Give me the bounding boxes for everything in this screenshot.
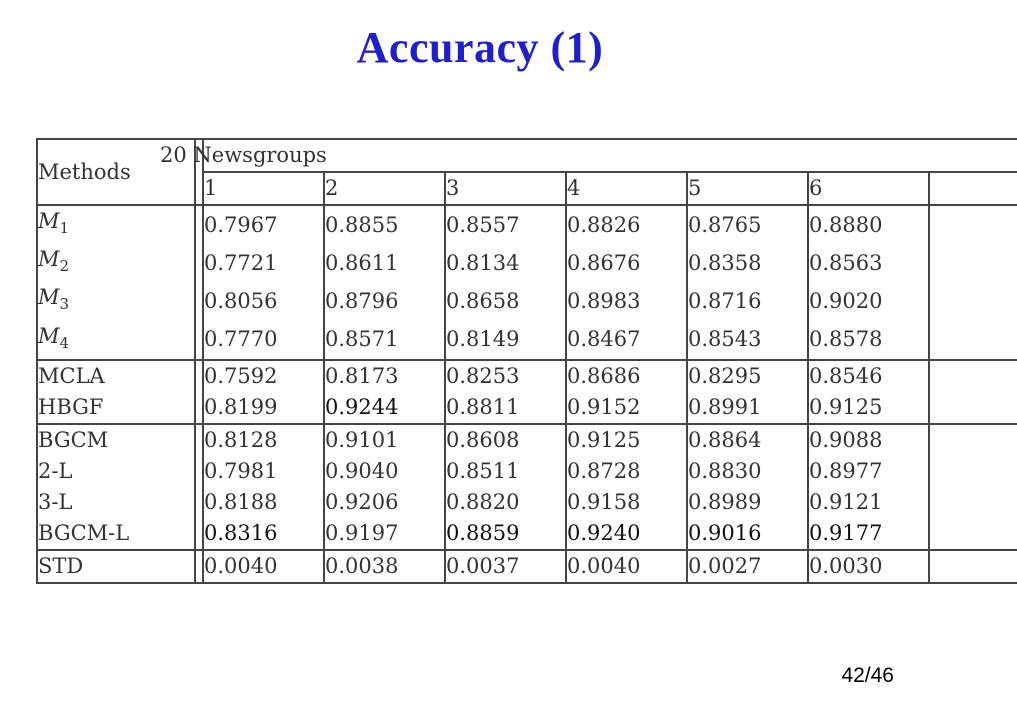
method-cell: 2-L [37,456,195,487]
column-header-3: 3 [445,172,566,205]
value-cell: 0.8056 [203,282,324,320]
value-cell: 0.8563 [808,244,929,282]
truncated-cell [929,487,1017,518]
table-row [37,205,1017,244]
truncated-column-header [929,172,1017,205]
truncated-cell [929,244,1017,282]
accuracy-table [36,138,1017,584]
truncated-cell [929,360,1017,392]
truncated-cell [929,550,1017,583]
value-cell: 0.8880 [808,205,929,244]
value-cell: 0.9177 [808,518,929,550]
table-row [37,487,1017,518]
value-cell: 0.8977 [808,456,929,487]
method-cell: HBGF [37,392,195,424]
value-cell: 0.8295 [687,360,808,392]
value-cell: 0.9088 [808,424,929,456]
value-cell: 0.8149 [445,321,566,360]
value-cell: 0.9121 [808,487,929,518]
double-rule [195,487,203,518]
truncated-cell [929,424,1017,456]
truncated-cell [929,518,1017,550]
value-cell: 0.8658 [445,282,566,320]
value-cell: 0.0038 [324,550,445,583]
double-rule [195,205,203,244]
value-cell: 0.8991 [687,392,808,424]
value-cell: 0.9158 [566,487,687,518]
method-subscript: 4 [59,333,70,352]
value-cell: 0.8608 [445,424,566,456]
method-symbol: M [38,209,60,233]
value-cell: 0.0040 [203,550,324,583]
value-cell: 0.8830 [687,456,808,487]
table-row [37,321,1017,360]
table-row [37,244,1017,282]
column-header-6: 6 [808,172,929,205]
table-row [37,550,1017,583]
double-rule [195,360,203,392]
truncated-cell [929,321,1017,360]
value-cell: 0.8511 [445,456,566,487]
value-cell: 0.8811 [445,392,566,424]
column-header-1: 1 [203,172,324,205]
methods-header: Methods [37,139,195,205]
dataset-header-text: 20 Newsgroups [160,143,327,167]
method-cell [37,244,195,282]
value-cell: 0.8173 [324,360,445,392]
method-cell [37,321,195,360]
value-cell: 0.8134 [445,244,566,282]
value-cell: 0.7967 [203,205,324,244]
table-row [37,282,1017,320]
value-cell: 0.8188 [203,487,324,518]
value-cell: 0.8358 [687,244,808,282]
value-cell: 0.9152 [566,392,687,424]
column-header-2: 2 [324,172,445,205]
value-cell: 0.0030 [808,550,929,583]
value-cell: 0.9244 [324,392,445,424]
double-rule [195,282,203,320]
table-body [37,205,1017,583]
method-subscript: 3 [59,295,70,314]
table-row [37,424,1017,456]
value-cell: 0.9125 [808,392,929,424]
value-cell: 0.8571 [324,321,445,360]
double-rule [195,550,203,583]
value-cell: 0.8557 [445,205,566,244]
value-cell: 0.7592 [203,360,324,392]
dataset-header [160,139,1017,172]
value-cell: 0.9125 [566,424,687,456]
truncated-cell [929,456,1017,487]
value-cell: 0.8983 [566,282,687,320]
value-cell: 0.8796 [324,282,445,320]
table-row [37,518,1017,550]
method-cell: MCLA [37,360,195,392]
value-cell: 0.7981 [203,456,324,487]
value-cell: 0.7770 [203,321,324,360]
value-cell: 0.0040 [566,550,687,583]
value-cell: 0.8859 [445,518,566,550]
truncated-cell [929,392,1017,424]
value-cell: 0.9240 [566,518,687,550]
value-cell: 0.7721 [203,244,324,282]
double-rule [195,392,203,424]
value-cell: 0.9101 [324,424,445,456]
value-cell: 0.8686 [566,360,687,392]
value-cell: 0.8855 [324,205,445,244]
value-cell: 0.9206 [324,487,445,518]
page-number: 42/46 [841,664,894,687]
value-cell: 0.8543 [687,321,808,360]
slide-title: Accuracy (1) [356,23,604,72]
double-rule [195,456,203,487]
value-cell: 0.9020 [808,282,929,320]
table-row [37,456,1017,487]
table-row [37,392,1017,424]
method-cell: BGCM-L [37,518,195,550]
column-header-4: 4 [566,172,687,205]
value-cell: 0.8765 [687,205,808,244]
value-cell: 0.8728 [566,456,687,487]
value-cell: 0.9040 [324,456,445,487]
results-table-container [36,138,960,578]
double-rule [195,244,203,282]
double-rule [195,321,203,360]
column-header-5: 5 [687,172,808,205]
truncated-cell [929,205,1017,244]
value-cell: 0.9197 [324,518,445,550]
value-cell: 0.0037 [445,550,566,583]
value-cell: 0.8989 [687,487,808,518]
value-cell: 0.8578 [808,321,929,360]
value-cell: 0.8676 [566,244,687,282]
value-cell: 0.8199 [203,392,324,424]
method-subscript: 2 [59,257,70,276]
method-cell: STD [37,550,195,583]
method-subscript: 1 [59,219,70,238]
method-cell [37,282,195,320]
method-symbol: M [38,247,60,272]
method-cell: 3-L [37,487,195,518]
method-symbol: M [38,323,60,348]
table-row [37,360,1017,392]
value-cell: 0.8128 [203,424,324,456]
value-cell: 0.9016 [687,518,808,550]
method-symbol: M [38,285,60,310]
method-cell: BGCM [37,424,195,456]
value-cell: 0.8316 [203,518,324,550]
double-rule [195,518,203,550]
double-rule [195,424,203,456]
value-cell: 0.8820 [445,487,566,518]
value-cell: 0.8611 [324,244,445,282]
value-cell: 0.8467 [566,321,687,360]
value-cell: 0.8826 [566,205,687,244]
truncated-cell [929,282,1017,320]
value-cell: 0.0027 [687,550,808,583]
method-cell [37,205,195,244]
value-cell: 0.8253 [445,360,566,392]
value-cell: 0.8546 [808,360,929,392]
value-cell: 0.8716 [687,282,808,320]
value-cell: 0.8864 [687,424,808,456]
